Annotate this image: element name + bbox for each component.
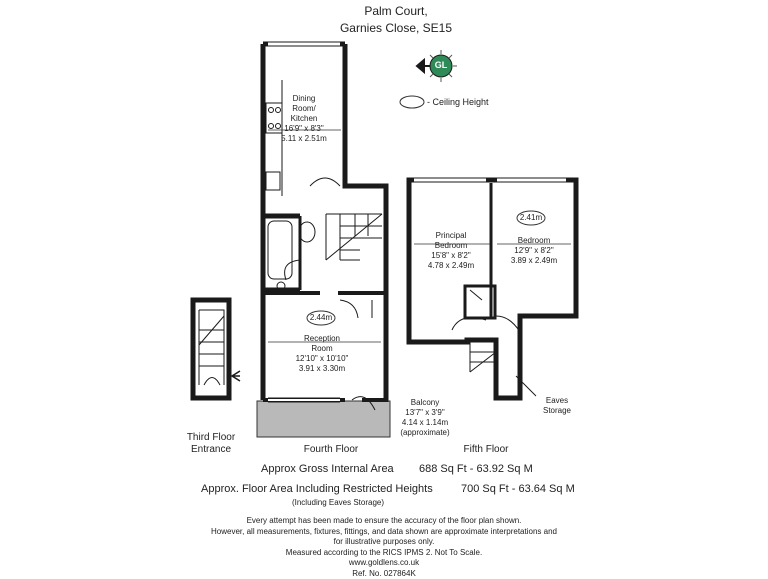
balcony-label [400, 398, 449, 438]
bedroom-label [511, 236, 557, 266]
dining-room-name-3: Kitchen [290, 114, 318, 123]
bedroom-imperial: 12'9" x 8'2" [514, 246, 554, 255]
restricted-area-label: Approx. Floor Area Including Restricted Heights [201, 483, 433, 495]
website-link[interactable]: www.goldlens.co.uk [348, 558, 420, 568]
reception-name-1: Reception [303, 334, 341, 343]
address-line-2: Garnies Close, SE15 [339, 21, 453, 35]
reception-metric: 3.91 x 3.30m [298, 364, 346, 373]
eaves-storage-line-1: Eaves [545, 396, 569, 405]
dining-room-name-2: Room/ [292, 104, 316, 113]
reference-number: Ref. No. 027864K [352, 568, 416, 578]
disclaimer-line-4: Measured according to the RICS IPMS 2. Not To Scale. [285, 547, 483, 557]
reception-ceiling-height: 2.44m [309, 313, 333, 322]
dining-room-label [281, 94, 327, 144]
compass-label: GL [434, 60, 448, 70]
dining-room-imperial: 16'9" x 8'3" [284, 124, 324, 133]
third-floor-plan [193, 300, 240, 398]
reception-imperial: 12'10" x 10'10" [295, 354, 349, 363]
fifth-floor-plan [409, 178, 576, 398]
principal-bedroom-label [428, 231, 474, 271]
principal-bedroom-name-1: Principal [435, 231, 467, 240]
address-line-1: Palm Court, [364, 4, 428, 18]
third-floor-line-2: Entrance [190, 444, 232, 455]
fourth-floor-label: Fourth Floor [303, 444, 359, 455]
balcony-note: (approximate) [400, 428, 450, 437]
eaves-storage-label [543, 396, 571, 416]
balcony-area [257, 401, 390, 437]
fifth-floor-label: Fifth Floor [463, 444, 509, 455]
restricted-area-note: (Including Eaves Storage) [291, 498, 385, 507]
reception-room-label [296, 334, 349, 374]
principal-bedroom-name-2: Bedroom [434, 241, 468, 250]
eaves-storage-line-2: Storage [542, 406, 572, 415]
third-floor-label [187, 432, 235, 456]
gross-area-value: 688 Sq Ft - 63.92 Sq M [419, 463, 533, 475]
ceiling-height-ellipse-icon [400, 96, 424, 108]
balcony-name: Balcony [410, 398, 440, 407]
reception-name-2: Room [311, 344, 333, 353]
third-floor-line-1: Third Floor [186, 432, 236, 443]
restricted-area-value: 700 Sq Ft - 63.64 Sq M [461, 483, 575, 495]
disclaimer-line-1: Every attempt has been made to ensure the accuracy of the floor plan shown. [246, 516, 522, 525]
principal-bedroom-metric: 4.78 x 2.49m [427, 261, 475, 270]
balcony-metric: 4.14 x 1.14m [401, 418, 449, 427]
dining-room-metric: 5.11 x 2.51m [281, 134, 327, 143]
balcony-imperial: 13'7" x 3'9" [405, 408, 445, 417]
principal-bedroom-imperial: 15'8" x 8'2" [431, 251, 471, 260]
disclaimer-line-3: for illustrative purposes only. [333, 537, 435, 547]
dining-room-name-1: Dining [292, 94, 316, 103]
gross-area-label: Approx Gross Internal Area [261, 463, 394, 475]
bedroom-metric: 3.89 x 2.49m [510, 256, 558, 265]
bedroom-ceiling-height: 2.41m [519, 213, 543, 222]
ceiling-height-legend: - Ceiling Height [427, 97, 489, 107]
bedroom-name: Bedroom [517, 236, 551, 245]
disclaimer [211, 516, 557, 579]
disclaimer-line-2: However, all measurements, fixtures, fittings, and data shown are approximate interpretations and [211, 526, 557, 536]
